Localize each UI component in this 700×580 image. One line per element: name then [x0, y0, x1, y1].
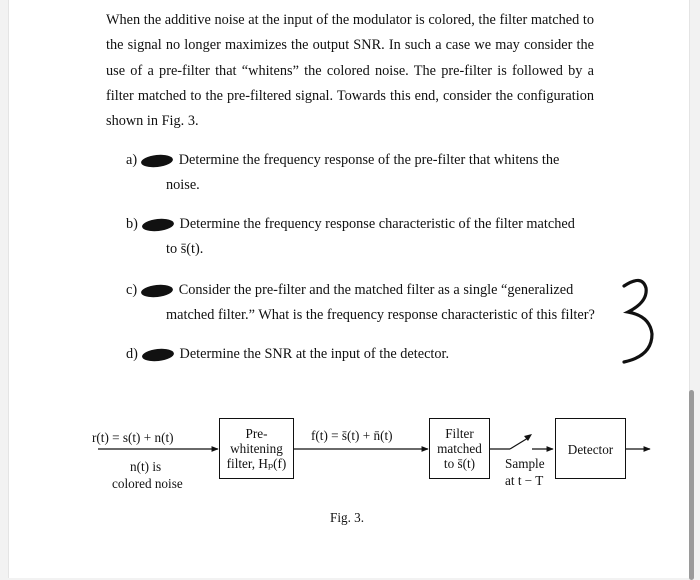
question-text-cont: noise. [166, 177, 200, 193]
noise-label-cont: colored noise [112, 476, 183, 491]
question-text-cont: to s̄(t). [166, 241, 204, 257]
detector-block [555, 418, 626, 479]
filtered-signal-label: f(t) = s̄(t) + n̄(t) [311, 428, 393, 443]
handwritten-3-mark [612, 272, 662, 372]
question-label: c) [126, 282, 138, 298]
question-text: Determine the frequency response of the pre-filter that whitens the [178, 152, 560, 168]
filter-label: matched [437, 441, 482, 456]
question-d [126, 342, 449, 367]
matched-filter-block [429, 418, 490, 479]
filter-label: Filter [445, 426, 474, 441]
prefilter-label: filter, Hₚ(f) [226, 456, 287, 471]
redaction-mark [141, 347, 174, 362]
sample-label: Sample [505, 456, 545, 471]
intro-paragraph: When the additive noise at the input of the modulator is colored, the filter matched to the signal no longer maximizes the output SNR. In such a case we may consider the use of a pre-filter that “whitens” the colored noise. The pre-filter is followed by a filter matched to the pre-filtered signal. Towards this end, consider the configuration shown in Fig. 3. [106, 12, 594, 130]
prefilter-label: whitening [230, 441, 283, 456]
question-label: d) [126, 346, 138, 362]
question-text: Consider the pre-filter and the matched filter as a single “generalized [178, 282, 574, 298]
question-c [126, 278, 595, 328]
question-b [126, 212, 575, 262]
question-label: b) [126, 216, 138, 232]
redaction-mark [141, 217, 174, 232]
noise-label: n(t) is [130, 459, 162, 474]
redaction-mark [141, 283, 174, 298]
prefilter-label: Pre- [245, 426, 268, 441]
question-a [126, 148, 559, 198]
question-text: Determine the frequency response characteristic of the filter matched [179, 216, 575, 232]
redaction-mark [141, 153, 174, 168]
sample-label-cont: at t − T [505, 473, 544, 488]
input-signal-label: r(t) = s(t) + n(t) [92, 430, 174, 445]
question-text: Determine the SNR at the input of the detector. [179, 346, 450, 362]
prefilter-block [219, 418, 294, 479]
detector-label: Detector [567, 442, 614, 457]
question-label: a) [126, 152, 138, 168]
figure-caption: Fig. 3. [330, 510, 365, 525]
filter-label: to s̄(t) [443, 456, 476, 471]
question-text-cont: matched filter.” What is the frequency response characteristic of this filter? [166, 307, 595, 323]
